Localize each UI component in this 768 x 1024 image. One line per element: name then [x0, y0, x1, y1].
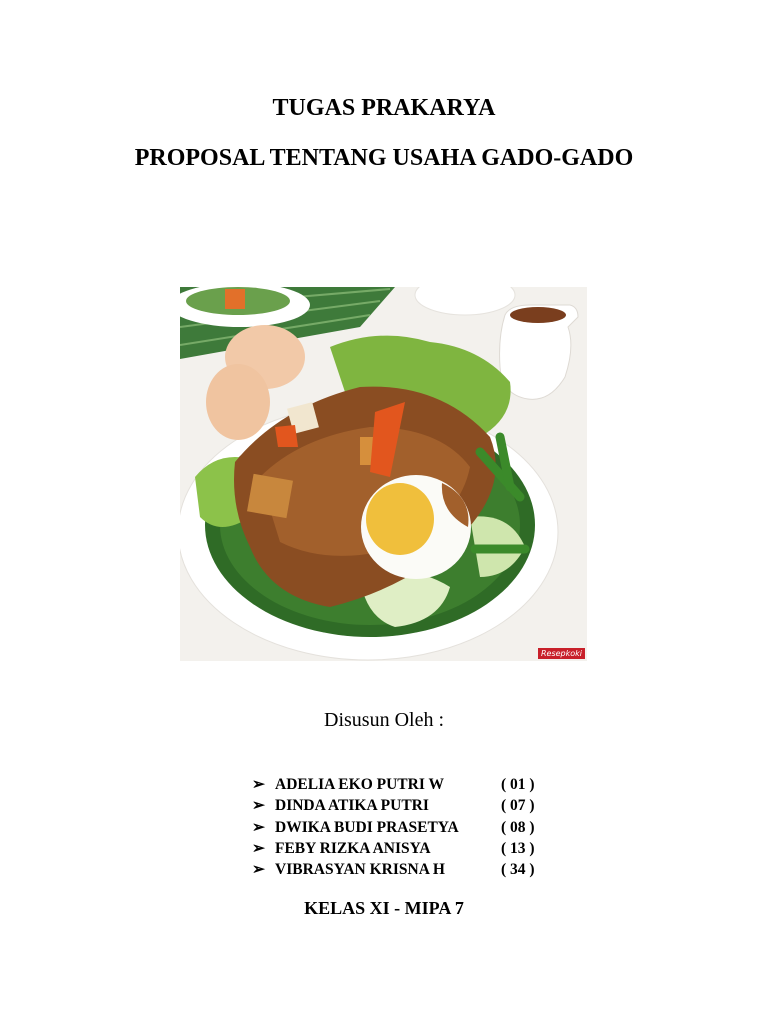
member-number: ( 01 ): [501, 776, 535, 793]
gado-gado-photo: [180, 287, 587, 661]
member-name: DINDA ATIKA PUTRI: [275, 797, 429, 815]
arrow-bullet-icon: ➢: [252, 818, 265, 836]
arrow-bullet-icon: ➢: [252, 797, 265, 815]
member-number: ( 07 ): [501, 797, 535, 815]
member-list: [252, 774, 572, 880]
arrow-bullet-icon: ➢: [252, 839, 265, 857]
member-number: ( 34 ): [501, 861, 535, 879]
arrow-bullet-icon: ➢: [252, 861, 265, 879]
class-label: KELAS XI - MIPA 7: [304, 898, 464, 918]
member-name: VIBRASYAN KRISNA H: [275, 861, 445, 879]
member-number: ( 13 ): [501, 839, 535, 857]
proposal-title: PROPOSAL TENTANG USAHA GADO-GADO: [134, 145, 634, 171]
list-item: [252, 774, 572, 795]
member-name: DWIKA BUDI PRASETYA: [275, 818, 459, 836]
list-item: [252, 838, 572, 859]
list-item: [252, 817, 572, 838]
list-item: [252, 859, 572, 880]
member-name: ADELIA EKO PUTRI W: [275, 776, 444, 793]
list-item: [252, 795, 572, 816]
member-name: FEBY RIZKA ANISYA: [275, 839, 431, 857]
byline: Disusun Oleh :: [324, 709, 444, 731]
member-number: ( 08 ): [501, 818, 535, 836]
watermark-badge: Resepkoki: [538, 648, 585, 659]
arrow-bullet-icon: ➢: [252, 776, 265, 793]
page-title: TUGAS PRAKARYA: [272, 95, 496, 121]
